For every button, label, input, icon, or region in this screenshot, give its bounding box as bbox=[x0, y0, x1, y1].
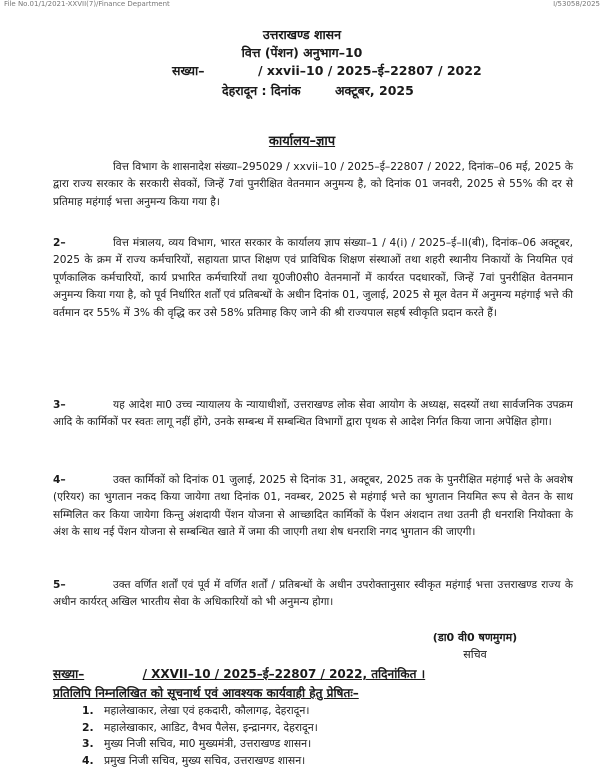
paragraph-number: 4– bbox=[53, 474, 66, 486]
paragraph-text: उक्त वर्णित शर्तों एवं पूर्व में वर्णित शर्तों / प्रतिबन्धों के अधीन उपरोक्तानुसार स्वीकृत महंगाई भत्ता उत्तराखण्ड राज्य के अधीन कार्यरत् अखिल भारतीय सेवा के अधिकारियों को भी अनुमन्य होगा। bbox=[53, 579, 573, 609]
page-title: कार्यालय–ज्ञाप bbox=[268, 134, 336, 149]
paragraph-text: वित्त विभाग के शासनादेश संख्या–295029 / xxvii–10 / 2025–ई–22807 / 2022, दिनांक–06 मई, 2025 के द्वारा राज्य सरकार के सरकारी सेवकों, जिन्हें 7वां पुनरीक्षित वेतनमान अनुमन्य है, को दिनांक 01 जनवरी, 2025 से 55% की दर से प्रतिमाह महंगाई भत्ता अनुमन्य किया गया है। bbox=[53, 161, 573, 208]
list-item: 2. महालेखाकार, आडिट, वैभव पैलेस, इन्द्रानगर, देहरादून। bbox=[82, 720, 318, 734]
paragraph-number: 3– bbox=[53, 399, 66, 411]
government-name: उत्तराखण्ड शासन bbox=[262, 27, 342, 42]
reference-label: सख्या– bbox=[172, 63, 205, 78]
document-id: I/53058/2025 bbox=[553, 0, 600, 8]
reference-number: / xxvii–10 / 2025–ई–22807 / 2022 bbox=[258, 63, 482, 78]
paragraph-2 bbox=[53, 235, 573, 322]
paragraph-text: वित्त मंत्रालय, व्यय विभाग, भारत सरकार के कार्यालय ज्ञाप संख्या–1 / 4(i) / 2025–ई–II(बी), दिनांक–06 अक्टूबर, 2025 के क्रम में राज्य कर्मचारियों, सहायता प्राप्त शिक्षण एवं प्राविधिक शिक्षण संस्थाओं तथा शहरी स्थानीय निकायों के नियमित एवं पूर्णकालिक कर्मचारियों, कार्य प्रभारित कर्मचारियों तथा यू0जी0सी0 वेतनमानों में कार्यरत पदधारकों, जिन्हें 7वां पुनरीक्षित वेतनमान अनुमन्य किया गया है, को पूर्व निर्धारित शर्तों एवं प्रतिबन्धों के अधीन दिनांक 01, जुलाई, 2025 से मूल वेतन में अनुमन्य महंगाई भत्ते की वर्तमान दर 55% में 3% की वृद्धि कर उसे 58% प्रतिमाह किए जाने की श्री राज्यपाल सहर्ष स्वीकृति प्रदान करते हैं। bbox=[53, 237, 573, 319]
paragraph-4 bbox=[53, 472, 573, 542]
list-item: 1. महालेखाकार, लेखा एवं हकदारी, कौलागढ़, देहरादून। bbox=[82, 704, 310, 717]
paragraph-text: यह आदेश मा0 उच्च न्यायालय के न्यायाधीशों, उत्तराखण्ड लोक सेवा आयोग के अध्यक्ष, सदस्यों तथा सार्वजनिक उपक्रम आदि के कार्मिकों पर स्वतः लागू नहीं होंगे, उनके सम्बन्ध में सम्बन्धित विभागों द्वारा पृथक से आदेश निर्गत किया जाना अपेक्षित होगा। bbox=[53, 399, 573, 429]
paragraph-3 bbox=[53, 397, 573, 432]
signatory-designation: सचिव bbox=[463, 648, 487, 661]
file-number: File No.01/1/2021-XXVII(7)/Finance Department bbox=[4, 0, 170, 8]
copy-reference-line bbox=[53, 665, 573, 682]
paragraph-5 bbox=[53, 577, 573, 612]
issue-date: अक्टूबर, 2025 bbox=[335, 83, 414, 98]
copy-heading: प्रतिलिपि निम्नलिखित को सूचनार्थ एवं आवश्यक कार्यवाही हेतु प्रेषितः– bbox=[53, 686, 359, 700]
paragraph-number: 2– bbox=[53, 237, 66, 249]
paragraph-text: उक्त कार्मिकों को दिनांक 01 जुलाई, 2025 से दिनांक 31, अक्टूबर, 2025 तक के पुनरीक्षित महंगाई भत्ते के अवशेष (एरियर) का भुगतान नकद किया जायेगा तथा दिनांक 01, नवम्बर, 2025 से महंगाई भत्ते का भुगतान नियमित रूप से वेतन के साथ सम्मिलित कर किया जायेगा किन्तु अंशदायी पेंशन योजना से आच्छादित कार्मिकों के पेंशन अंशदान तथा उतनी ही धनराशि नियोक्ता के अंश के साथ नई पेंशन योजना से सम्बन्धित खाते में जमा की जाएगी तथा शेष धनराशि नगद भुगतान की जाएगी। bbox=[53, 474, 573, 539]
copy-recipient-list bbox=[82, 703, 318, 768]
list-item: 3. मुख्य निजी सचिव, मा0 मुख्यमंत्री, उत्तराखण्ड शासन। bbox=[82, 737, 312, 750]
copy-reference-label: सख्या– bbox=[53, 667, 85, 681]
paragraph-number: 5– bbox=[53, 579, 66, 591]
paragraph-1 bbox=[53, 159, 573, 211]
place-date-label: देहरादून : दिनांक bbox=[222, 83, 301, 98]
list-item: 4. प्रमुख निजी सचिव, मुख्य सचिव, उत्तराखण्ड शासन। bbox=[82, 753, 306, 767]
signatory-name: (डा0 वी0 षणमुगम) bbox=[432, 631, 518, 644]
file-reference-bar bbox=[0, 0, 604, 9]
copy-reference-number: / XXVII–10 / 2025–ई–22807 / 2022, तदिनांकित । bbox=[142, 667, 426, 681]
department-name: वित्त (पेंशन) अनुभाग–10 bbox=[241, 45, 363, 60]
